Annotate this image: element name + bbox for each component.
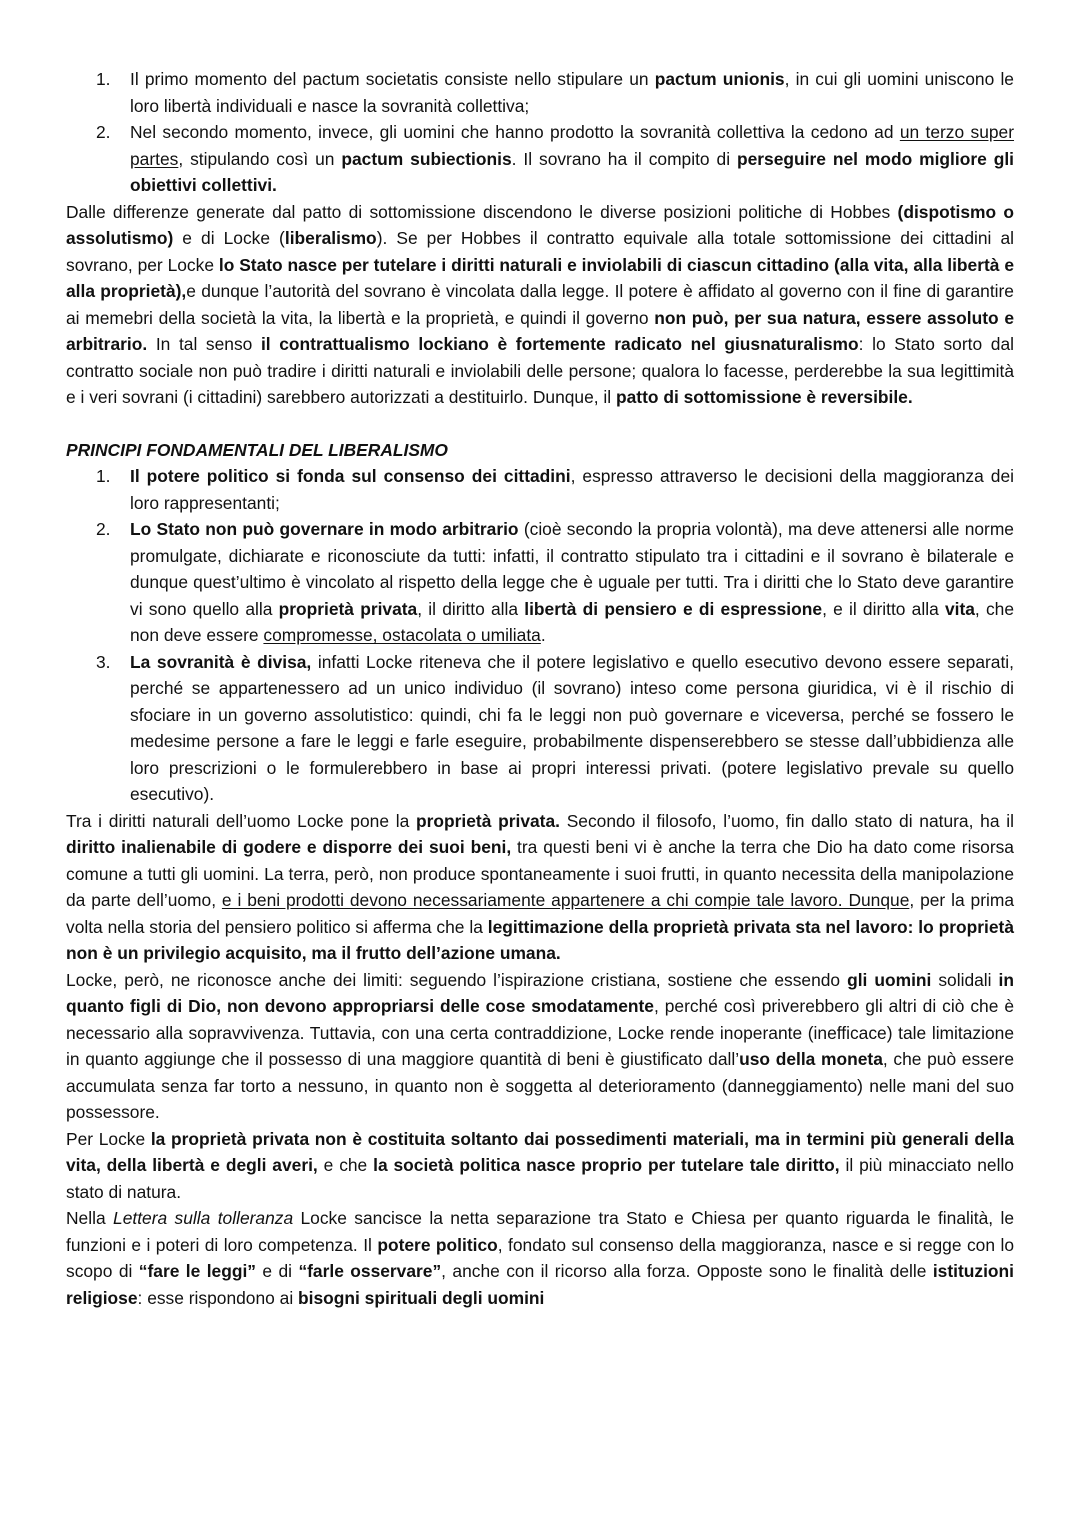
list-number: 1. <box>96 466 111 486</box>
paragraph-limits <box>66 967 1014 1126</box>
list-item <box>96 66 1014 119</box>
list-item-text <box>130 122 1014 195</box>
text-run: uso della moneta <box>739 1049 883 1069</box>
text-run: Tra i diritti naturali dell’uomo Locke pone la <box>66 810 416 831</box>
text-run: Il potere politico si fonda sul consenso dei cittadini <box>130 466 571 486</box>
text-run: La sovranità è divisa, <box>130 651 312 672</box>
text-run: proprietà privata. <box>416 810 560 831</box>
text-run: infatti Locke riteneva che il potere legislativo e quello esecutivo devono essere separati, perché se appartenessero ad un unico individuo (il sovrano) inteso come persona giuridica, vi è il rischio di sfociare in un governo assolutistico: quindi, chi fa le leggi non può governare e viceversa, perché se fossero le medesime persone a fare le leggi e farle eseguire, probabilmente dispenserebbero se stesse dall’ubbidienza alle loro prescrizioni o le formulerebbero in base ai propri interessi privati. (potere legislativo prevale su quello esecutivo). <box>130 651 1014 804</box>
text-run: proprietà privata <box>278 598 418 619</box>
list-number: 2. <box>96 122 111 142</box>
list-number: 3. <box>96 651 111 672</box>
text-run: . Il sovrano ha il compito di <box>511 148 737 169</box>
list-item-text <box>130 466 1014 513</box>
text-run: la società politica nasce proprio per tutelare tale diritto, <box>373 1155 840 1175</box>
list-item <box>96 649 1014 808</box>
text-run: Nel secondo momento, invece, gli uomini che hanno prodotto la sovranità collettiva la cedono ad <box>130 122 900 142</box>
paragraph-private-property <box>66 808 1014 967</box>
text-run: , per la prima volta nella storia del pensiero politico si afferma che la <box>66 890 1015 937</box>
text-run: , che non deve essere <box>130 598 1015 645</box>
text-run: : lo Stato sorto dal contratto sociale non può tradire i diritti naturali e inviolabili delle persone; qualora lo facesse, perderebbe la sua legittimità e i veri sovrani (i cittadini) sarebbero autorizzati a destituirlo. Dunque, il <box>66 334 1014 407</box>
text-run: perseguire nel modo migliore gli obiettivi collettivi. <box>130 148 1014 195</box>
spacer <box>66 411 1014 437</box>
text-run: e dunque l’autorità del sovrano è vincolata dalla legge. Il potere è affidato al governo con il fine di garantire ai memebri della società la vita, la libertà e la proprietà, e quindi il governo <box>66 281 1014 328</box>
text-run: : esse rispondono ai <box>137 1287 299 1308</box>
text-run: bisogni spirituali degli uomini <box>298 1287 545 1308</box>
list-item <box>96 516 1015 649</box>
paragraph-tolerance <box>66 1205 1014 1311</box>
text-run: , stipulando così un <box>178 148 342 169</box>
text-run: e che <box>317 1155 374 1175</box>
text-run: Lo Stato non può governare in modo arbitrario <box>130 519 519 539</box>
text-run: libertà di pensiero e di espressione <box>524 598 823 619</box>
text-run: e i beni prodotti devono necessariamente appartenere a chi compie tale lavoro. Dunque <box>221 890 910 910</box>
list-item-text <box>130 69 1014 116</box>
text-run: “fare le leggi” <box>138 1261 256 1281</box>
text-run: pactum unionis <box>654 69 785 89</box>
list-number: 2. <box>96 519 111 539</box>
text-run: , in cui gli uomini uniscono le loro libertà individuali e nasce la sovranità collettiva; <box>130 69 1014 116</box>
text-run: vita <box>944 598 975 619</box>
list-item <box>96 463 1014 516</box>
list-number: 1. <box>96 69 111 89</box>
text-run: potere politico <box>377 1234 498 1255</box>
text-run: Dalle differenze generate dal patto di sottomissione discendono le diverse posizioni politiche di Hobbes <box>66 201 898 222</box>
list-item-text <box>130 652 1014 805</box>
text-run: non può, per sua natura, essere assoluto e arbitrario. <box>66 307 1014 354</box>
text-run: , perché così priverebbero gli altri di ciò che è necessario alla sopravvivenza. Tuttavia, con una certa contraddizione, Locke rende inoperante (inefficace) tale limitazione in quanto aggiunge che il possesso di una maggiore quantità di beni è giustificato dall’ <box>66 996 1014 1069</box>
text-run: (cioè secondo la propria volontà), ma deve attenersi alle norme promulgate, dichiarate e riconosciute da tutti: infatti, il contratto stipulato tra i cittadini e il sovrano è bilaterale e dunque quest’ultimo è vincolato al rispetto della legge che è uguale per tutti. Tra i diritti che lo Stato deve garantire vi sono quello alla <box>130 519 1014 619</box>
paragraph-property-definition <box>66 1126 1014 1206</box>
text-run: In tal senso <box>147 334 261 354</box>
text-run: legittimazione della proprietà privata sta nel lavoro: lo proprietà non è un privilegio acquisito, ma il frutto dell’azione umana. <box>66 916 1014 963</box>
text-run: liberalismo <box>284 228 377 248</box>
list-item-text <box>130 519 1014 645</box>
text-run: la proprietà privata non è costituita soltanto dai possedimenti materiali, ma in termini più generali della vita, della libertà e degli averi, <box>66 1128 1014 1175</box>
text-run: ). Se per Hobbes il contratto equivale alla totale sottomissione dei cittadini al sovrano, per Locke <box>66 228 1015 275</box>
text-run: Locke, però, ne riconosce anche dei limiti: seguendo l’ispirazione cristiana, sostiene che essendo <box>66 969 848 990</box>
paragraph-hobbes-locke <box>66 199 1014 411</box>
text-run: , il diritto alla <box>417 598 525 619</box>
text-run: patto di sottomissione è reversibile. <box>616 387 913 407</box>
text-run: istituzioni religiose <box>66 1261 1014 1308</box>
text-run: (dispotismo o assolutismo) <box>66 201 1014 248</box>
text-run: gli uomini <box>847 969 932 990</box>
text-run: Nella <box>66 1208 114 1228</box>
principles-list <box>66 463 1014 808</box>
text-run: Per Locke <box>66 1128 151 1149</box>
text-run: Lettera sulla tolleranza <box>113 1208 294 1228</box>
text-run: lo Stato nasce per tutelare i diritti naturali e inviolabili di ciascun cittadino (alla vita, alla libertà e alla proprietà), <box>66 254 1014 301</box>
text-run: “farle osservare” <box>298 1261 442 1281</box>
text-run: , fondato sul consenso della maggioranza, nasce e si regge con lo scopo di <box>66 1234 1014 1281</box>
text-run: solidali <box>931 969 999 990</box>
text-run: . <box>540 625 546 645</box>
section-heading: PRINCIPI FONDAMENTALI DEL LIBERALISMO <box>66 439 448 460</box>
text-run: Locke sancisce la netta separazione tra Stato e Chiesa per quanto riguarda le finalità, le funzioni e i poteri di loro competenza. Il <box>66 1208 1014 1255</box>
text-run: pactum subiectionis <box>341 148 512 169</box>
list-item <box>96 119 1015 199</box>
text-run: in quanto figli di Dio, non devono appropriarsi delle cose smodatamente <box>66 969 1014 1016</box>
text-run: , che può essere accumulata senza far torto a nessuno, in quanto non è soggetta al deterioramento (danneggiamento) nelle mani del suo possessore. <box>66 1049 1014 1122</box>
text-run: tra questi beni vi è anche la terra che Dio ha dato come risorsa comune a tutti gli uomini. La terra, però, non produce spontaneamente i suoi frutti, in quanto necessita della manipolazione da parte dell’uomo, <box>66 837 1014 910</box>
text-run: , espresso attraverso le decisioni della maggioranza dei loro rappresentanti; <box>130 466 1014 513</box>
text-run: e di <box>255 1261 299 1281</box>
text-run: il contrattualismo lockiano è fortemente radicato nel giusnaturalismo <box>260 334 859 354</box>
text-run: , anche con il ricorso alla forza. Opposte sono le finalità delle <box>441 1261 933 1281</box>
pactum-list <box>66 66 1014 199</box>
text-run: diritto inalienabile di godere e disporre dei suoi beni, <box>66 837 512 857</box>
text-run: un terzo super partes <box>130 122 1015 169</box>
text-run: , e il diritto alla <box>822 598 945 619</box>
text-run: il più minacciato nello stato di natura. <box>66 1155 1014 1202</box>
text-run: Secondo il filosofo, l’uomo, fin dallo stato di natura, ha il <box>559 810 1014 831</box>
text-run: Il primo momento del pactum societatis consiste nello stipulare un <box>130 69 655 89</box>
text-run: compromesse, ostacolata o umiliata <box>263 625 541 645</box>
text-run: e di Locke ( <box>173 228 285 248</box>
